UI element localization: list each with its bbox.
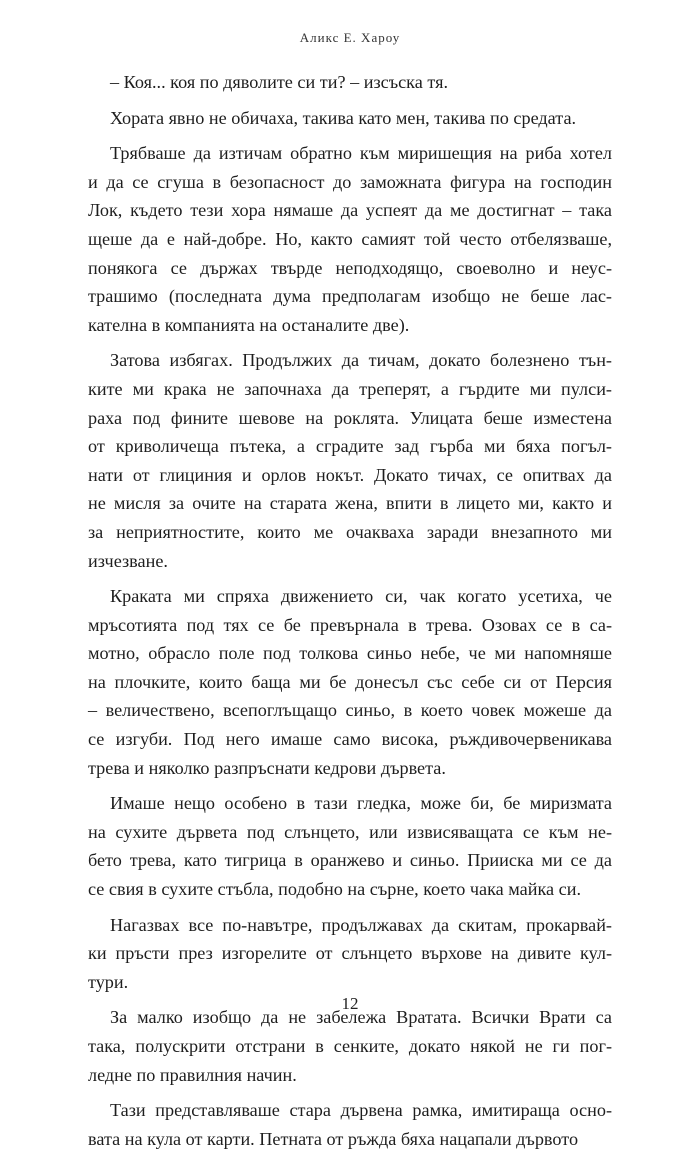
- paragraph: [88, 104, 612, 133]
- text-line: раха под фините шевове на роклята. Улицата беше изместена: [88, 407, 612, 428]
- page-number: 12: [341, 994, 359, 1013]
- text-line: изчезване.: [88, 550, 168, 571]
- text-line: Лок, където тези хора нямаше да успеят да ме достигнат – така: [88, 200, 612, 221]
- text-line: вата на кула от карти. Петната от ръжда бяха нацапали дървото: [88, 1128, 579, 1149]
- text-line: тури.: [88, 971, 129, 992]
- text-line: нати от глициния и орлов нокът. Докато тичах, се опитвах да: [88, 464, 612, 485]
- text-line: така, полускрити отстрани в сенките, докато някой не ги пог-: [88, 1036, 612, 1056]
- paragraph: [88, 582, 612, 782]
- text-line: се свия в сухите стъбла, подобно на сърне, което чака майка си.: [88, 879, 582, 900]
- text-line: трева и няколко разпръснати кедрови дървета.: [88, 757, 446, 778]
- text-line: Краката ми спряха движението си, чак когато усетиха, че: [110, 586, 612, 607]
- text-line: бето трева, като тигрица в оранжево и синьо. Прииска ми се да: [88, 850, 612, 871]
- paragraph: [88, 139, 612, 339]
- text-line: на плочките, които баща ми бе донесъл със себе си от Персия: [88, 671, 612, 692]
- text-line: Затова избягах. Продължих да тичам, докато болезнено тън-: [110, 350, 612, 371]
- text-line: ледне по правилния начин.: [88, 1064, 297, 1085]
- text-line: – Коя... коя по дяволите си ти? – изсъска тя.: [110, 72, 448, 92]
- text-line: ки пръсти през изгорелите от слънцето върхове на дивите кул-: [88, 943, 612, 964]
- text-line: Трябваше да изтичам обратно към миришещия на риба хотел: [110, 143, 612, 164]
- paragraph: [88, 68, 612, 97]
- paragraph: [88, 789, 612, 903]
- text-line: щеше да е най-добре. Но, както самият той често отбелязваше,: [88, 228, 612, 249]
- text-line: мръсотията под тях се бе превърнала в трева. Озовах се в са-: [88, 614, 612, 635]
- text-line: кателна в компанията на останалите две).: [88, 314, 410, 335]
- text-line: и да се сгуша в безопасност до заможната фигура на господин: [88, 171, 612, 192]
- text-line: Хората явно не обичаха, такива като мен, такива по средата.: [110, 107, 577, 128]
- text-line: за неприятностите, които ме очакваха заради внезапното ми: [88, 521, 612, 542]
- text-line: трашимо (последната дума предполагам изобщо не беше лас-: [88, 286, 612, 307]
- text-line: ките ми крака не започнаха да треперят, а гърдите ми пулси-: [88, 378, 612, 399]
- text-line: понякога се държах твърде неподходящо, своеволно и неус-: [88, 257, 612, 278]
- running-head: Аликс Е. Хароу: [299, 30, 401, 45]
- text-line: Тази представляваше стара дървена рамка, имитираща осно-: [110, 1100, 612, 1121]
- text-line: не мисля за очите на старата жена, впити в лицето ми, както и: [88, 493, 612, 514]
- text-line: се изгуби. Под него имаше само висока, ръждивочервеникава: [88, 729, 612, 750]
- text-line: от криволичеща пътека, а сградите зад гърба ми бяха погъл-: [88, 436, 612, 457]
- paragraph: [88, 346, 612, 575]
- text-line: – величествено, всепоглъщащо синьо, в което човек можеше да: [88, 700, 612, 721]
- text-line: мотно, обрасло поле под толкова синьо небе, че ми напомняше: [88, 643, 612, 664]
- text-line: Имаше нещо особено в тази гледка, може би, бе миризмата: [110, 793, 612, 814]
- paragraph: [88, 1003, 612, 1089]
- paragraph: [88, 911, 612, 997]
- text-line: Нагазвах все по-навътре, продължавах да скитам, прокарвай-: [110, 914, 612, 935]
- text-line: За малко изобщо да не забележа Вратата. Всички Врати са: [110, 1007, 612, 1028]
- text-line: на сухите дървета под слънцето, или извисяващата се към не-: [88, 821, 612, 842]
- paragraph: [88, 1096, 612, 1153]
